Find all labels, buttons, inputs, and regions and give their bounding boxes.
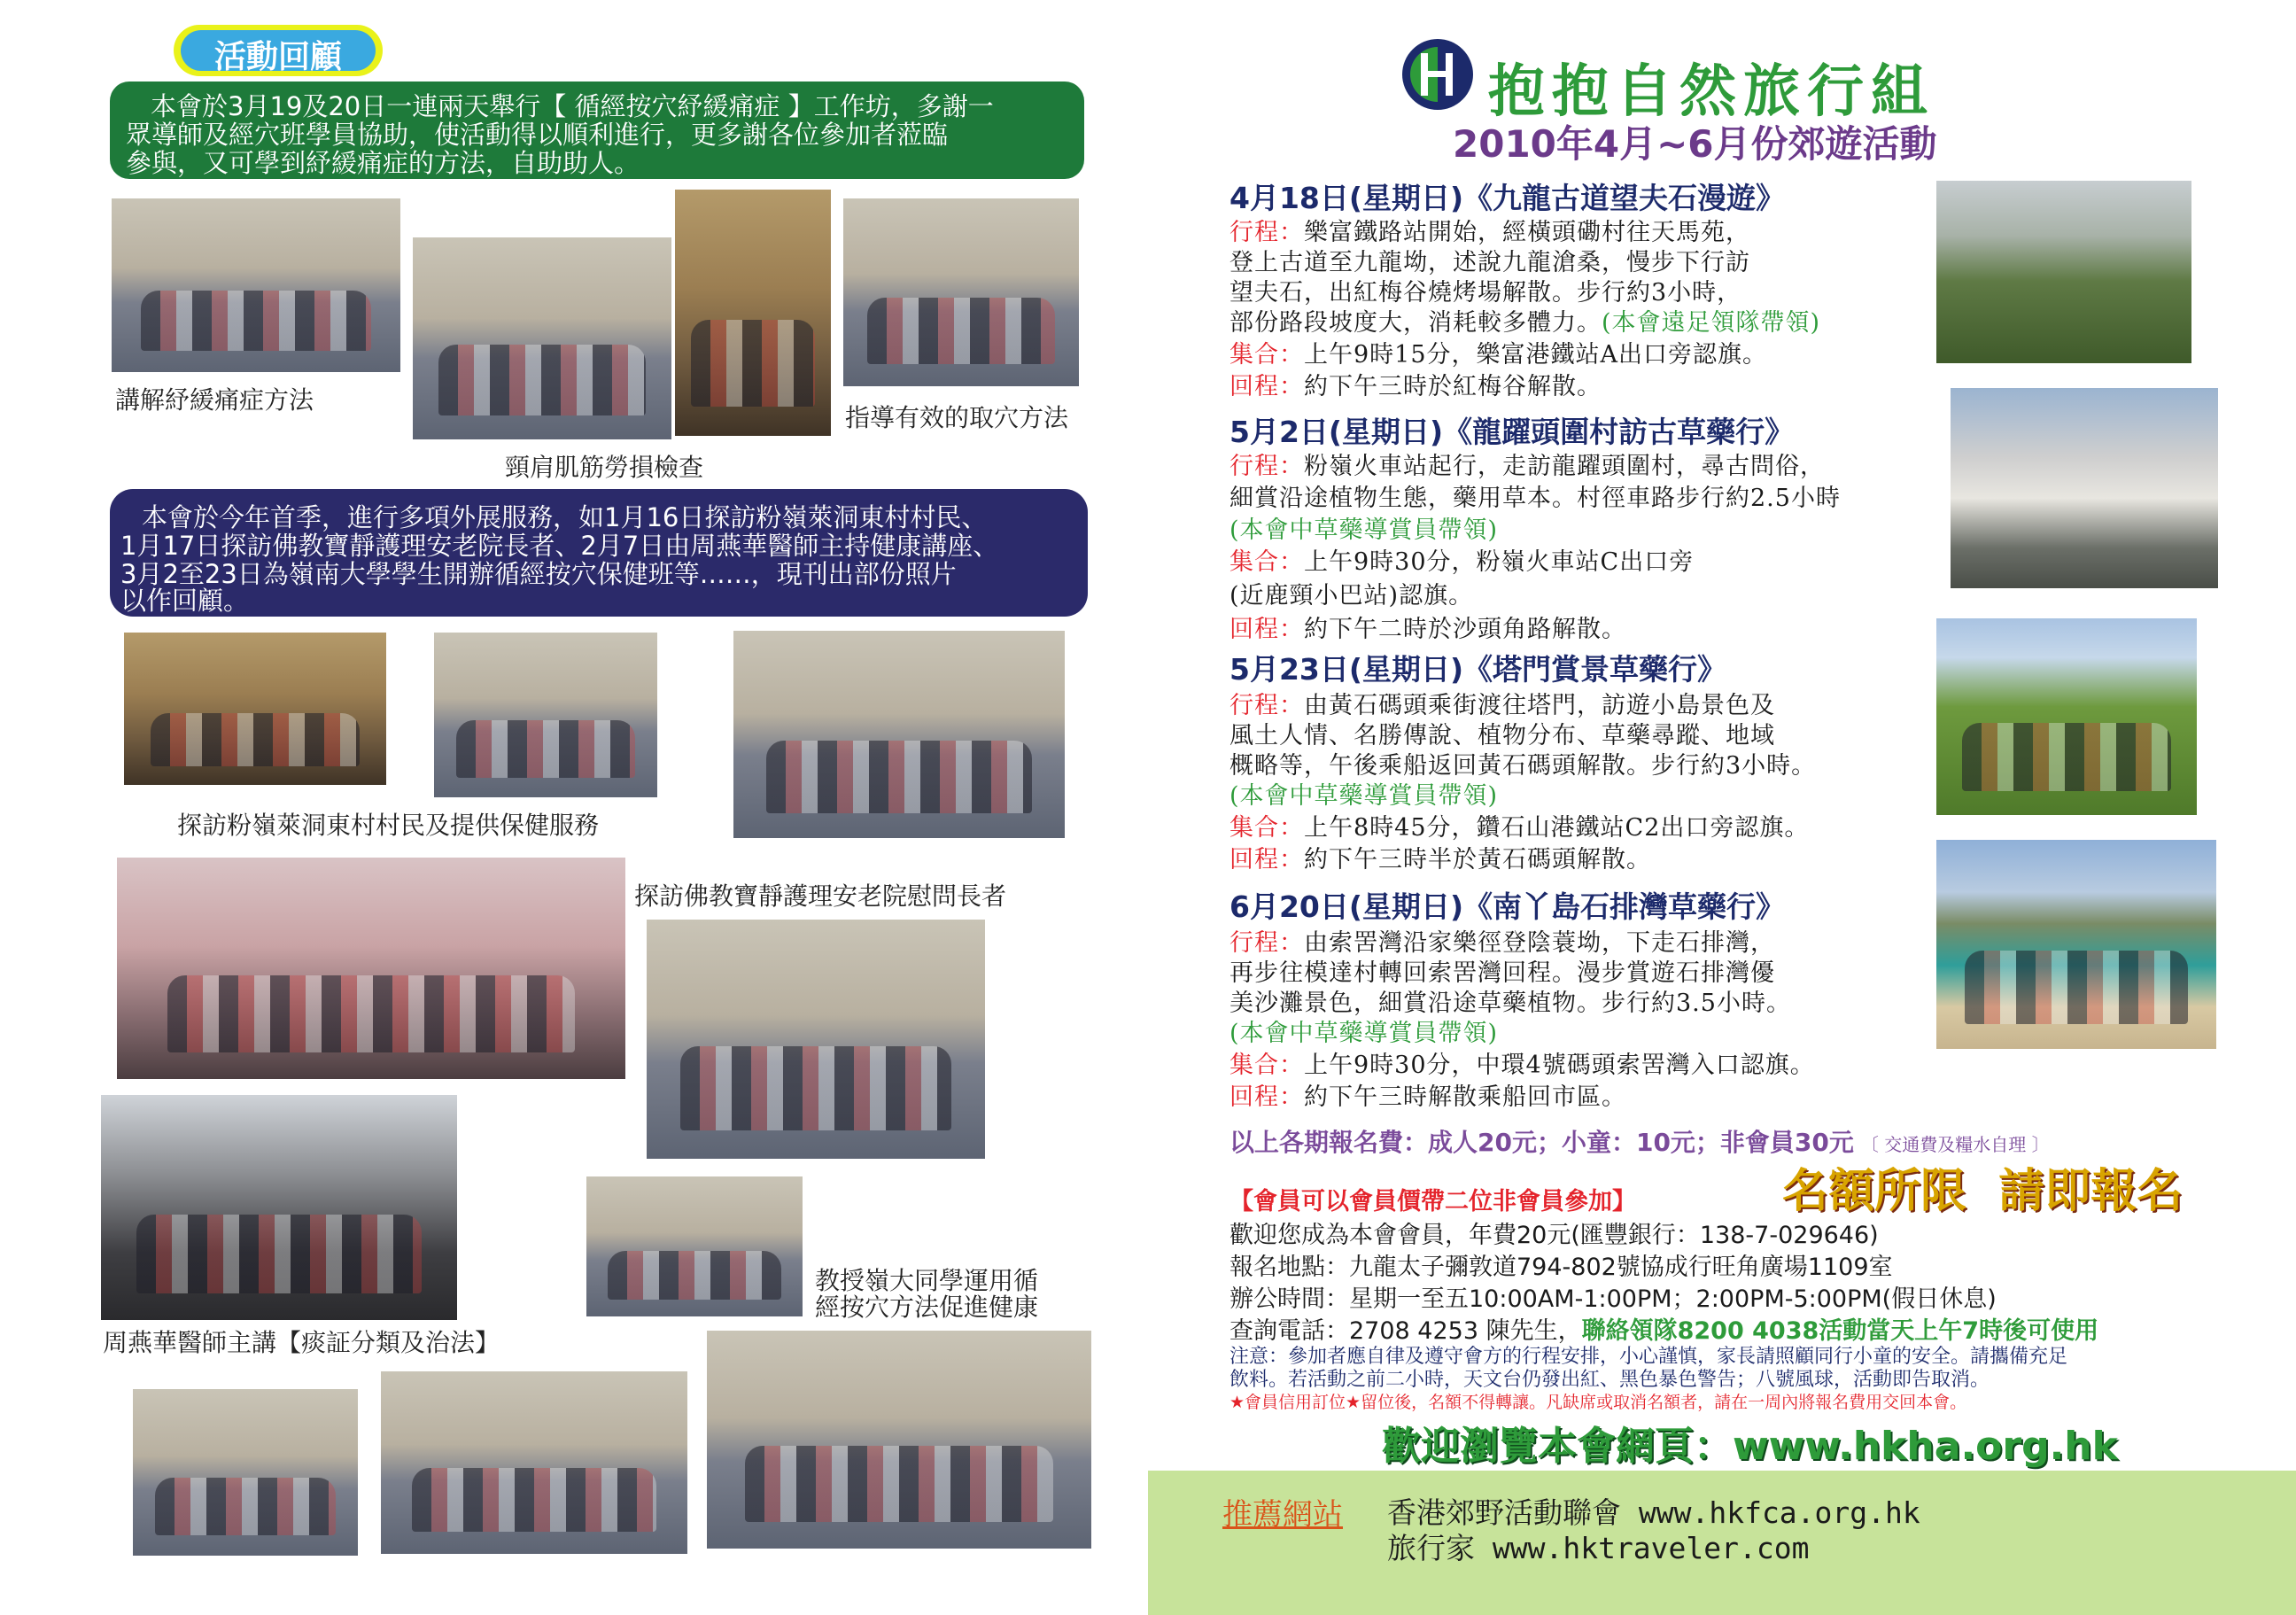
trip-4-title: 6月20日(星期日)《南丫島石排灣草藥行》 (1229, 889, 1786, 924)
trip-1-line-3: 望夫石，出紅梅谷燒烤場解散。步行約3小時， (1229, 279, 1742, 307)
recommend-link-1[interactable]: 香港郊野活動聯會 www.hkfca.org.hk (1387, 1495, 1920, 1530)
trip-3-line-2: 風土人情、名勝傳說、植物分布、草藥尋蹤、地域 (1229, 722, 1775, 749)
photo-acupoint-1 (673, 188, 833, 438)
photo-village-2 (432, 631, 659, 799)
caption-lingnan-1: 教授嶺大同學運用循 (815, 1266, 1039, 1295)
leader-phone: 聯絡領隊8200 4038活動當天上午7時後可使用 (1581, 1317, 2099, 1345)
notice-line-2: 飲料。若活動之前二小時，天文台仍發出紅、黑色暴色警告；八號風球，活動即告取消。 (1229, 1369, 1990, 1391)
trip-3-title: 5月23日(星期日)《塔門賞景草藥行》 (1229, 652, 1727, 687)
trip-2-title: 5月2日(星期日)《龍躍頭圍村訪古草藥行》 (1229, 415, 1795, 449)
recommend-footer (1148, 1471, 2296, 1615)
photo-lingnan-4 (705, 1329, 1093, 1550)
trip-2-line-4: 集合：上午9時30分，粉嶺火車站C出口旁 (1229, 548, 1695, 576)
photo-elderly-home-1 (115, 856, 627, 1081)
photo-village-group (732, 629, 1067, 840)
outreach-text-2: 1月17日探訪佛教寶靜護理安老院長者、2月7日由周燕華醫師主持健康講座、 (120, 531, 999, 561)
trip-3-line-5: 集合：上午8時45分，鑽石山港鐵站C2出口旁認旗。 (1229, 814, 1810, 842)
trip-4-line-3: 美沙灘景色，細賞沿途草藥植物。步行約3.5小時。 (1229, 990, 1791, 1017)
outreach-text-4: 以作回顧。 (120, 586, 250, 616)
trip-3-line-1: 行程：由黃石碼頭乘街渡往塔門，訪遊小島景色及 (1229, 692, 1775, 719)
outreach-text-3: 3月2至23日為嶺南大學學生開辦循經按穴保健班等……，現刊出部份照片 (120, 559, 957, 589)
caption-lingnan-2: 經按穴方法促進健康 (815, 1293, 1039, 1322)
caption-neck-check: 頸肩肌筋勞損檢查 (505, 453, 704, 482)
trip-1-line-2: 登上古道至九龍坳，述說九龍滄桑，慢步下行訪 (1229, 249, 1750, 276)
trip-4-line-5: 集合：上午9時30分，中環4號碼頭索罟灣入口認旗。 (1229, 1052, 1815, 1079)
workshop-text-1: 本會於3月19及20日一連兩天舉行【 循經按穴紓緩痛症 】工作坊，多謝一 (151, 91, 994, 121)
enquiry-phone: 查詢電話：2708 4253 陳先生， (1229, 1317, 1582, 1345)
photo-trip-walledvillage (1949, 386, 2220, 590)
photo-elderly-home-2 (645, 918, 987, 1161)
urgent-slogan: 名額所限 請即報名 (1782, 1164, 2184, 1218)
trip-3-line-4: (本會中草藥導賞員帶領) (1229, 782, 1499, 810)
org-name: 抱抱自然旅行組 (1488, 58, 1935, 125)
trip-3-line-3: 概略等，午後乘船返回黃石碼頭解散。步行約3小時。 (1229, 752, 1817, 780)
photo-dr-lecture (99, 1093, 459, 1322)
recommend-link-2[interactable]: 旅行家 www.hktraveler.com (1387, 1531, 1810, 1565)
trip-2-line-5: (近鹿頸小巴站)認旗。 (1229, 582, 1474, 610)
caption-lecture: 講解紓緩痛症方法 (115, 385, 314, 415)
photo-acupoint-2 (842, 197, 1081, 388)
page-subtitle: 2010年4月~6月份郊遊活動 (1453, 122, 1937, 166)
caption-dr-lecture: 周燕華醫師主講【痰証分類及治法】 (103, 1328, 500, 1357)
trip-4-line-4: (本會中草藥導賞員帶領) (1229, 1020, 1499, 1047)
info-line-2: 報名地點：九龍太子彌敦道794-802號協成行旺角廣場1109室 (1229, 1254, 1893, 1281)
trip-2-line-3: (本會中草藥導賞員帶領) (1229, 516, 1499, 544)
photo-lingnan-2 (131, 1387, 360, 1557)
trip-1-line-6: 回程：約下午三時於紅梅谷解散。 (1229, 373, 1602, 400)
workshop-banner (110, 82, 1084, 179)
recommend-label: 推薦網站 (1222, 1497, 1343, 1533)
website-line[interactable]: 歡迎瀏覽本會網頁：www.hkha.org.hk (1382, 1424, 2118, 1469)
trip-1-title: 4月18日(星期日)《九龍古道望夫石漫遊》 (1229, 181, 1786, 215)
photo-lingnan-1 (585, 1175, 804, 1318)
trip-1-line-1: 行程：樂富鐵路站開始，經橫頭磡村往天馬苑， (1229, 219, 1750, 246)
trip-2-line-6: 回程：約下午二時於沙頭角路解散。 (1229, 616, 1626, 643)
trip-3-line-6: 回程：約下午三時半於黃石碼頭解散。 (1229, 846, 1651, 873)
member-note: 【會員可以會員價帶二位非會員參加】 (1229, 1188, 1636, 1215)
notice-line-1: 注意：參加者應自律及遵守會方的行程安排，小心謹慎，家長請照顧同行小童的安全。請攜備充足 (1229, 1346, 2068, 1368)
fee-note: 〔 交通費及糧水自理 〕 (1860, 1134, 2050, 1155)
club-logo (1400, 35, 1476, 113)
trip-1-line-4: 部份路段坡度大，消耗較多體力。(本會遠足領隊帶領) (1229, 309, 1821, 337)
club-logo-icon (1400, 35, 1476, 113)
photo-lingnan-3 (379, 1370, 689, 1556)
outreach-text-1: 本會於今年首季，進行多項外展服務，如1月16日探訪粉嶺萊洞東村村民、 (142, 502, 988, 532)
caption-acupoint: 指導有效的取穴方法 (845, 403, 1069, 432)
photo-workshop-lecture (110, 197, 402, 374)
info-line-3: 辦公時間：星期一至五10:00AM-1:00PM；2:00PM-5:00PM(假日休息) (1229, 1285, 1997, 1313)
photo-trip-lionrock (1935, 179, 2193, 365)
trip-4-line-1: 行程：由索罟灣沿家樂徑登陰蓑坳，下走石排灣， (1229, 929, 1775, 957)
trip-4-line-2: 再步往模達村轉回索罟灣回程。漫步賞遊石排灣優 (1229, 959, 1775, 987)
workshop-text-2: 眾導師及經穴班學員協助，使活動得以順利進行，更多謝各位參加者蒞臨 (126, 120, 949, 150)
section-tag-label: 活動回顧 (213, 39, 342, 75)
trip-2-line-1: 行程：粉嶺火車站起行，走訪龍躍頭圍村，尋古問俗， (1229, 453, 1825, 480)
photo-neck-check (411, 236, 673, 441)
photo-village-1 (122, 631, 388, 787)
caption-village: 探訪粉嶺萊洞東村村民及提供保健服務 (177, 811, 600, 840)
trip-2-line-2: 細賞沿途植物生態，藥用草本。村徑車路步行約2.5小時 (1229, 485, 1841, 512)
outreach-banner (110, 489, 1088, 617)
info-line-1: 歡迎您成為本會會員，年費20元(匯豐銀行：138-7-029646) (1229, 1222, 1879, 1249)
workshop-text-3: 參與，又可學到紓緩痛症的方法，自助助人。 (126, 148, 640, 178)
caption-elderly-home: 探訪佛教寶靜護理安老院慰問長者 (634, 881, 1007, 911)
trip-1-line-5: 集合：上午9時15分，樂富港鐵站A出口旁認旗。 (1229, 341, 1768, 369)
photo-trip-lamma (1935, 838, 2218, 1051)
section-tag (174, 25, 383, 76)
photo-trip-tapmun (1935, 617, 2199, 817)
trip-4-line-6: 回程：約下午三時解散乘船回市區。 (1229, 1083, 1626, 1111)
star-note: ★會員信用訂位★留位後，名額不得轉讓。凡缺席或取消名額者，請在一周內將報名費用交回本會。 (1229, 1393, 1967, 1412)
fee-text: 以上各期報名費：成人20元；小童：10元；非會員30元 (1229, 1128, 1854, 1157)
